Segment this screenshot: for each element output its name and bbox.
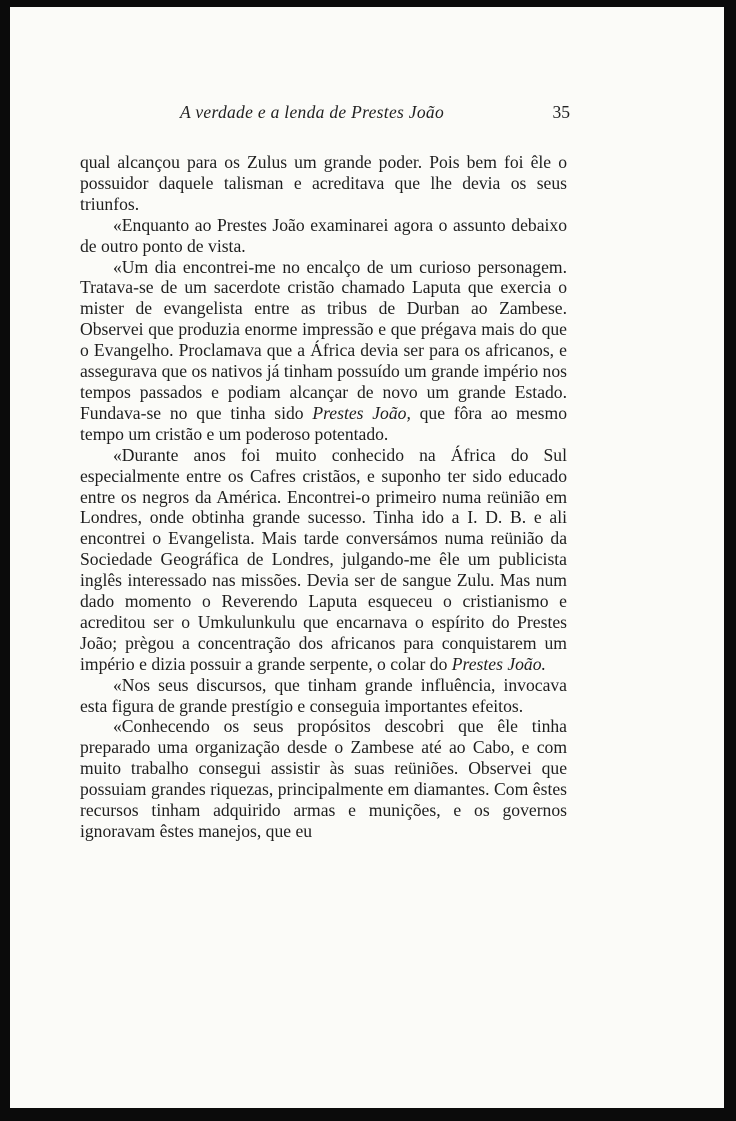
paragraph-4 xyxy=(80,445,567,675)
paragraph-text: «Um dia encontrei-me no encalço de um curioso personagem. Tratava-se de um sacerdote cristão chamado Laputa que exercia o mister de evangelista entre as tribus de Durban ao Zambese. Observei que produzia enorme impressão e que prégava mais do que o Evangelho. Proclamava que a África devia ser para os africanos, e assegurava que os nativos já tinham possuído um grande império nos tempos passados e podiam alcançar de novo um grande Estado. Fundava-se no que tinha sido xyxy=(80,256,567,423)
paragraph-text: «Nos seus discursos, que tinham grande influência, invocava esta figura de grande prestígio e conseguia importantes efeitos. xyxy=(80,674,567,716)
paragraph-3 xyxy=(80,257,567,445)
italic-name: Prestes João, xyxy=(312,402,411,423)
paragraph-text: que fôra ao mesmo tempo um cristão e um poderoso potentado. xyxy=(80,402,568,444)
paragraph-text: «Enquanto ao Prestes João examinarei agora o assunto debaixo de outro ponto de vista. xyxy=(80,214,567,256)
paragraph-text: qual alcançou para os Zulus um grande poder. Pois bem foi êle o possuidor daquele talisman e acreditava que lhe devia os seus triunfos. xyxy=(80,152,567,214)
italic-name: Prestes João. xyxy=(451,653,546,674)
paragraph-5 xyxy=(80,675,567,717)
page-number: 35 xyxy=(552,102,570,122)
paragraph-text: «Durante anos foi muito conhecido na África do Sul especialmente entre os Cafres cristãos, e suponho ter sido educado entre os negros da América. Encontrei-o primeiro numa reünião em Londres, onde obtinha grande sucesso. Tinha ido a I. D. B. e ali encontrei o Evangelista. Mais tarde conversámos numa reünião da Sociedade Geográfica de Londres, julgando-me êle um publicista inglês interessado nas missões. Devia ser de sangue Zulu. Mas num dado momento o Reverendo Laputa esqueceu o cristianismo e acreditou ser o Umkulunkulu que encarnava o espírito do Prestes João; prègou a concentração dos africanos para conquistarem um império e dizia possuir a grande serpente, o colar do xyxy=(80,444,567,674)
paragraph-6 xyxy=(80,716,567,841)
paragraph-2 xyxy=(80,215,567,257)
book-page xyxy=(10,7,724,1108)
running-header xyxy=(80,102,570,126)
running-title: A verdade e a lenda de Prestes João xyxy=(180,102,445,122)
body-text xyxy=(80,152,567,842)
paragraph-text: «Conhecendo os seus propósitos descobri que êle tinha preparado uma organização desde o Zambese até ao Cabo, e com muito trabalho consegui assistir às suas reüniões. Observei que possuiam grandes riquezas, principalmente em diamantes. Com êstes recursos tinham adquirido armas e munições, e os governos ignoravam êstes manejos, que eu xyxy=(80,716,567,841)
paragraph-1 xyxy=(80,152,567,215)
